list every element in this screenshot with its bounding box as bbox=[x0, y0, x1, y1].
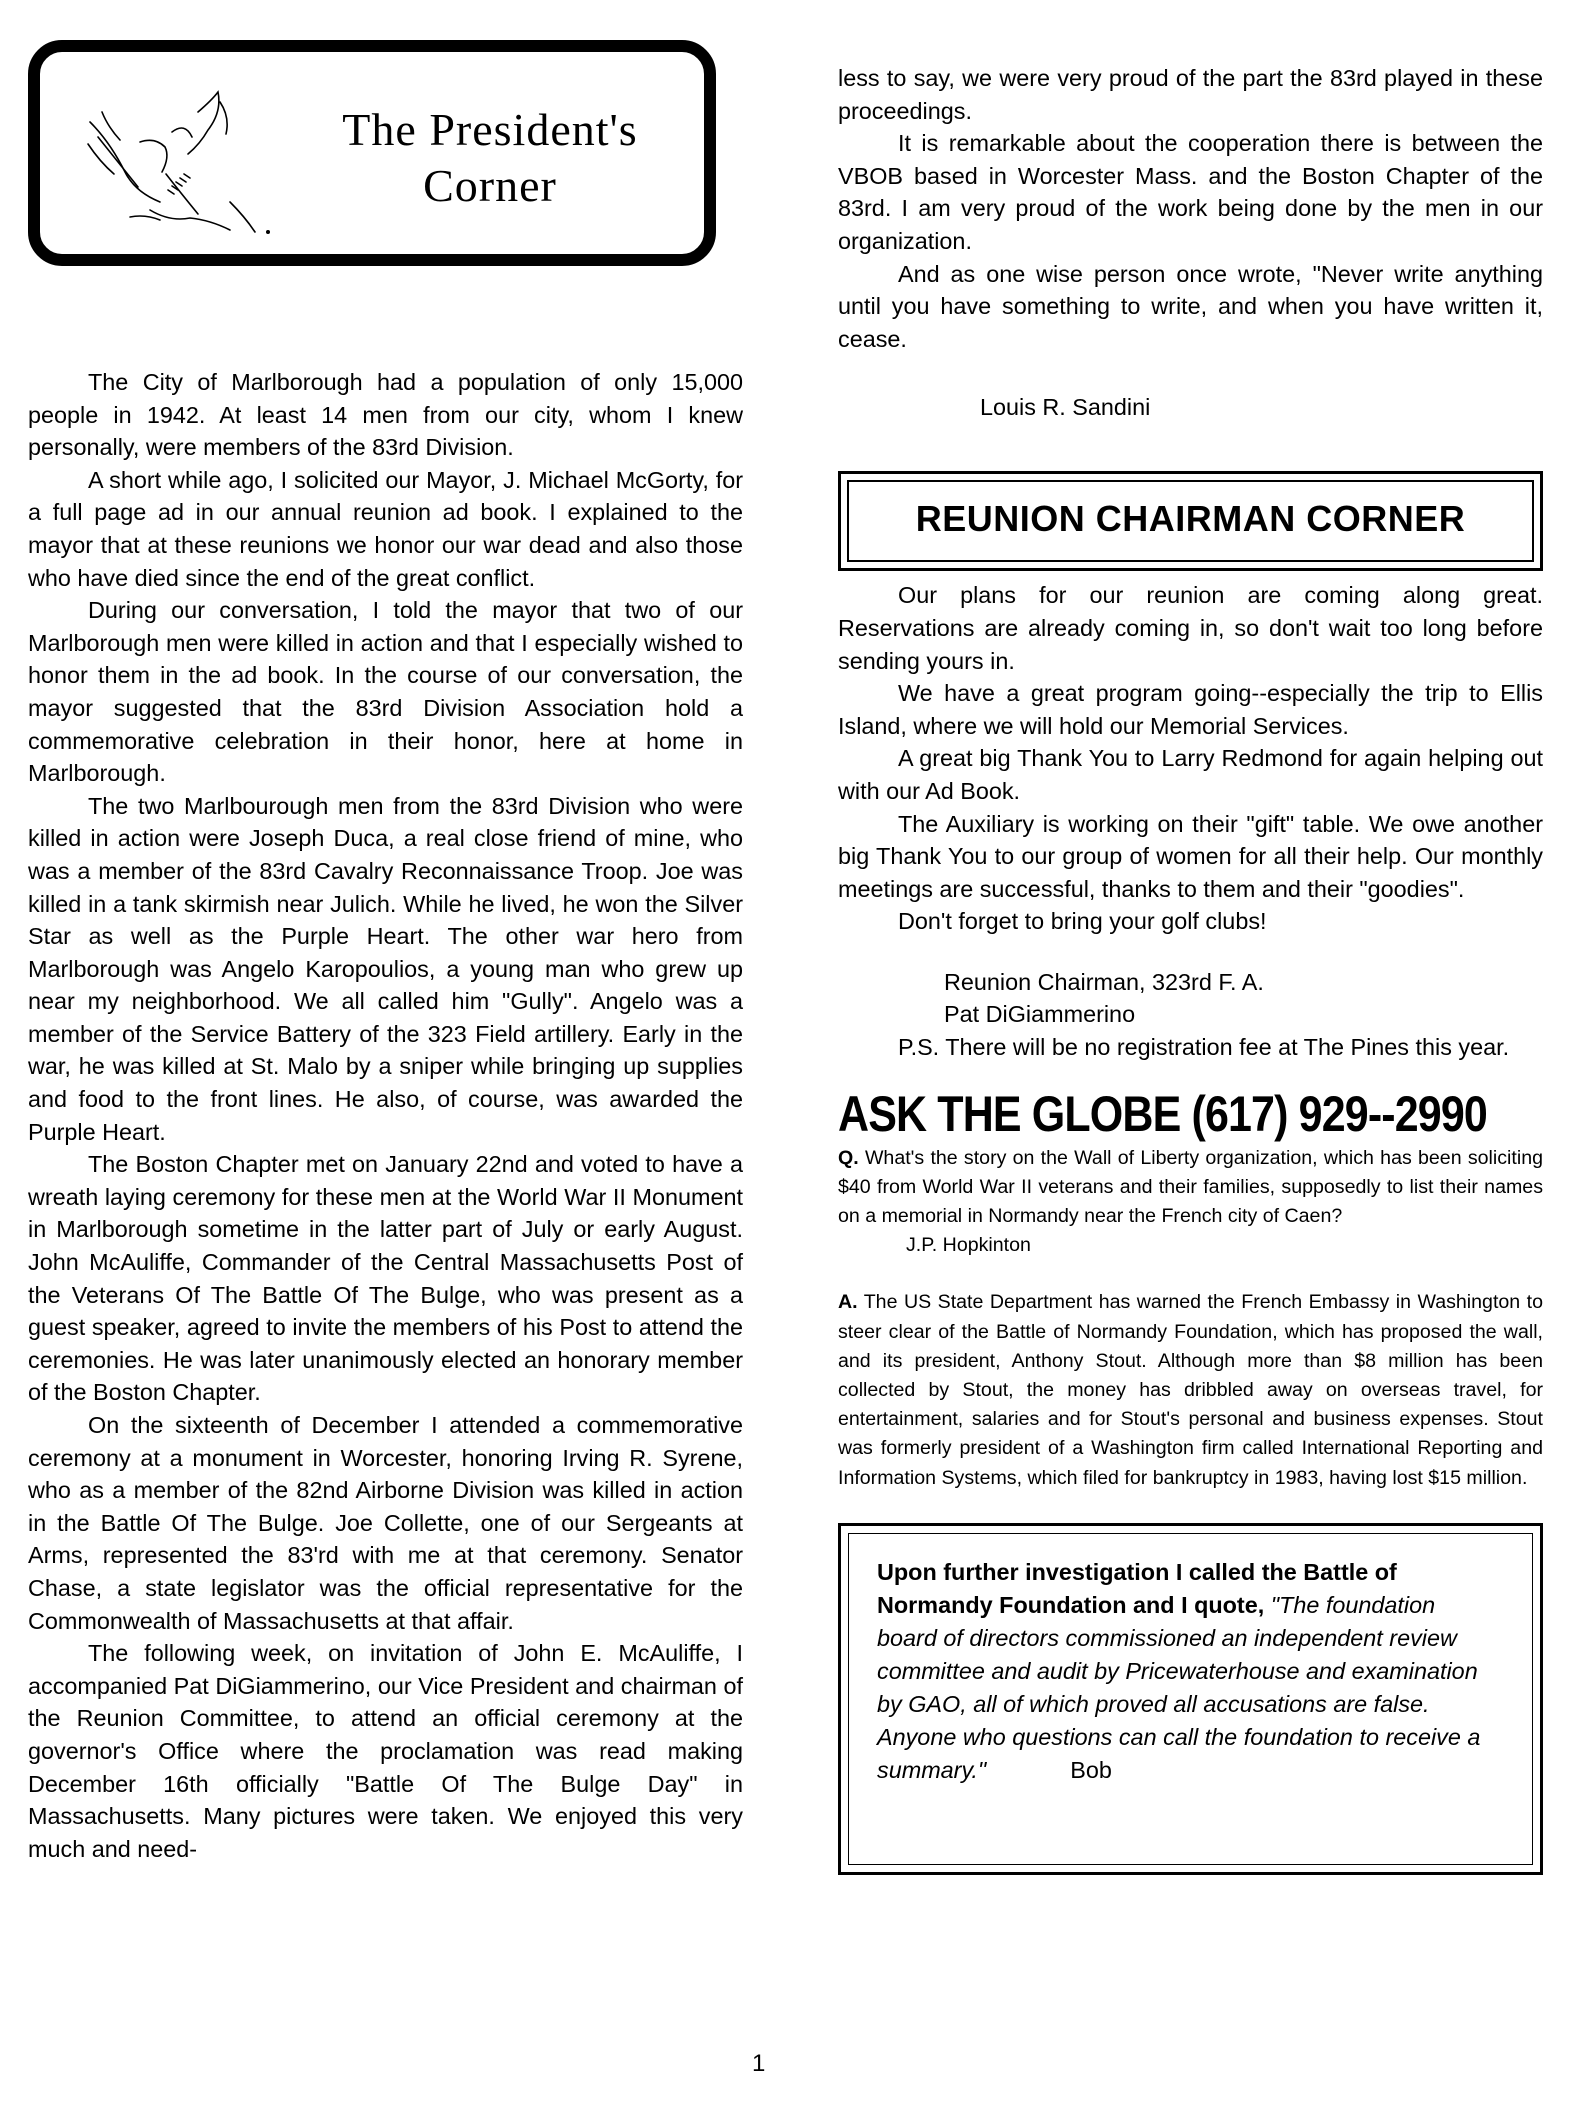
ask-the-globe-body bbox=[838, 1144, 1543, 1493]
paragraph: Don't forget to bring your golf clubs! bbox=[898, 908, 1267, 935]
page-number: 1 bbox=[752, 2050, 766, 2077]
paragraph: A short while ago, I solicited our Mayor, J. Michael McGorty, for a full page ad in our annual reunion ad book. I explained to the mayor that at these reunions we honor our war dead and also those who have died since the end of the great conflict. bbox=[28, 466, 743, 591]
answer bbox=[838, 1288, 1543, 1492]
asker: J.P. Hopkinton bbox=[906, 1234, 1031, 1257]
q-label: Q. bbox=[838, 1146, 859, 1169]
paragraph: The City of Marlborough had a population of only 15,000 people in 1942. At least 14 men from our city, whom I knew personally, were members of the 83rd Division. bbox=[28, 369, 743, 461]
ask-the-globe-heading: ASK THE GLOBE (617) 929--2990 bbox=[838, 1085, 1487, 1142]
quote-intro: Upon further investigation I called the Battle of Normandy Foundation and I quote, bbox=[877, 1558, 1397, 1618]
reunion-chairman-header bbox=[838, 471, 1543, 571]
title-line-2: Corner bbox=[423, 160, 557, 211]
quote-author: Bob bbox=[1070, 1756, 1112, 1783]
paragraph: The following week, on invitation of John E. McAuliffe, I accompanied Pat DiGiammerino, our Vice President and chairman of the Reunion Committee, to attend an official ceremony at the governor's Office where the proclamation was read making December 16th officially "Battle Of The Bulge Day" in Massachusetts. Many pictures were taken. We enjoyed this very much and need- bbox=[28, 1640, 743, 1862]
paragraph: During our conversation, I told the mayor that two of our Marlborough men were killed in action and that I especially wished to honor them in the ad book. In the course of our conversation, the mayor suggested that the 83rd Division Association hold a commemorative celebration in their honor, here at home in Marlborough. bbox=[28, 597, 743, 787]
paragraph: It is remarkable about the cooperation there is between the VBOB based in Worcester Mass. and the Boston Chapter of the 83rd. I am very proud of the work being done by the men in our organization. bbox=[838, 130, 1543, 254]
reunion-signature bbox=[944, 966, 1543, 1031]
reunion-sign-line-1: Reunion Chairman, 323rd F. A. bbox=[944, 968, 1264, 995]
title-line-1: The President's bbox=[342, 104, 638, 155]
reunion-ps bbox=[838, 1031, 1543, 1064]
paragraph: And as one wise person once wrote, "Never write anything until you have something to write, and when you have written it, cease. bbox=[838, 260, 1543, 352]
reunion-chairman-body bbox=[838, 579, 1543, 938]
paragraph: Our plans for our reunion are coming along great. Reservations are already coming in, so don't wait too long before sending yours in. bbox=[838, 582, 1543, 674]
presidents-corner-continued bbox=[838, 62, 1543, 355]
presidents-corner-title bbox=[290, 102, 690, 214]
quote-body: "The foundation board of directors commissioned an independent review committee and audit by Pricewaterhouse and examination by GAO, all of which proved all accusations are false. Anyone who questions can call the foundation to receive a summary." bbox=[877, 1591, 1481, 1783]
paragraph: A great big Thank You to Larry Redmond for again helping out with our Ad Book. bbox=[838, 745, 1543, 804]
eagle-icon bbox=[80, 82, 280, 242]
paragraph-continued: less to say, we were very proud of the part the 83rd played in these proceedings. bbox=[838, 65, 1543, 124]
question-text: What's the story on the Wall of Liberty organization, which has been soliciting $40 from World War II veterans and their families, supposedly to list their names on a memorial in Normandy near the French city of Caen? bbox=[838, 1146, 1543, 1228]
ps-text: P.S. There will be no registration fee at The Pines this year. bbox=[898, 1034, 1510, 1061]
paragraph: The Boston Chapter met on January 22nd and voted to have a wreath laying ceremony for these men at the World War II Monument in Marlborough sometime in the latter part of July or early August. John McAuliffe, Commander of the Central Massachusetts Post of the Veterans Of The Battle Of The Bulge, who was present as a guest speaker, agreed to invite the members of his Post to attend the ceremonies. He was later unanimously elected an honorary member of the Boston Chapter. bbox=[28, 1151, 743, 1406]
paragraph: On the sixteenth of December I attended a commemorative ceremony at a monument in Worcester, honoring Irving R. Syrene, who as a member of the 82nd Airborne Division was killed in action in the Battle Of The Bulge. Joe Collette, one of our Sergeants at Arms, represented the 83'rd with me at that ceremony. Senator Chase, a state legislator was the official representative for the Commonwealth of Massachusetts at that affair. bbox=[28, 1412, 743, 1634]
a-label: A. bbox=[838, 1291, 858, 1314]
right-column bbox=[838, 62, 1543, 1875]
paragraph: The two Marlbourough men from the 83rd Division who were killed in action were Joseph Duca, a real close friend of mine, who was a member of the 83rd Cavalry Reconnaissance Troop. Joe was killed in a tank skirmish near Julich. While he lived, he won the Silver Star as well as the Purple Heart. The other war hero from Marlborough was Angelo Karopoulios, a young man who grew up near my neighborhood. We all called him "Gully". Angelo was a member of the Service Battery of the 323 Field artillery. Early in the war, he was killed at St. Malo by a sniper while bringing up supplies and food to the front lines. He also, of course, was awarded the Purple Heart. bbox=[28, 792, 743, 1145]
presidents-corner-header bbox=[28, 40, 716, 266]
presidents-corner-body bbox=[28, 366, 743, 1865]
left-column bbox=[28, 40, 743, 1865]
paragraph: We have a great program going--especially the trip to Ellis Island, where we will hold our Memorial Services. bbox=[838, 680, 1543, 739]
paragraph: The Auxiliary is working on their "gift" table. We owe another big Thank You to our group of women for all their help. Our monthly meetings are successful, thanks to them and their "goodies". bbox=[838, 810, 1543, 902]
reunion-chairman-title: REUNION CHAIRMAN CORNER bbox=[915, 498, 1466, 540]
question bbox=[838, 1144, 1543, 1232]
reunion-sign-line-2: Pat DiGiammerino bbox=[944, 1001, 1136, 1028]
answer-text: The US State Department has warned the French Embassy in Washington to steer clear of the Battle of Normandy Foundation, which has proposed the wall, and its president, Anthony Stout. Although more than $8 million has been collected by Stout, the money has dribbled away on overseas travel, for entertainment, salaries and for Stout's personal and business expenses. Stout was formerly president of a Washington firm called International Reporting and Information Systems, which filed for bankruptcy in 1983, having lost $15 million. bbox=[838, 1291, 1544, 1489]
quote-box bbox=[838, 1523, 1543, 1875]
quote-text bbox=[877, 1556, 1500, 1787]
president-signature: Louis R. Sandini bbox=[980, 394, 1151, 421]
